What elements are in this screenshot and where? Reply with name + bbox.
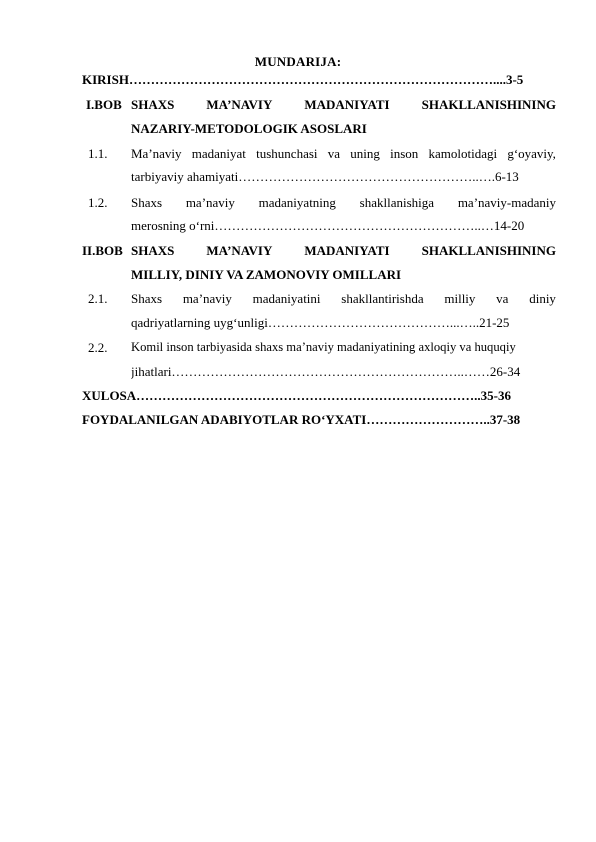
toc-entry-2-1-line1 <box>131 291 556 307</box>
word: uning <box>350 146 380 161</box>
toc-entry-1-2-line1 <box>131 195 556 211</box>
toc-entry-bob2-line2: MILLIY, DINIY VA ZAMONOVIY OMILLARI <box>131 267 402 282</box>
toc-entry-2-2-line2: jihatlari…………………………………………………………..……26-34 <box>131 364 521 379</box>
word: madaniyatini <box>252 291 321 306</box>
word: va <box>496 291 509 306</box>
word: madaniyat <box>191 146 246 161</box>
word: Ma’naviy <box>131 146 182 161</box>
toc-entry-adabiyotlar: FOYDALANILGAN ADABIYOTLAR RO‘YXATI………………………..37-38 <box>82 412 521 427</box>
page-title: MUNDARIJA: <box>254 54 342 69</box>
word: shakllanishiga <box>359 195 435 210</box>
word: ma’naviy <box>185 195 235 210</box>
toc-entry-2-2-line1: Komil inson tarbiyasida shaxs ma’naviy madaniyatining axloqiy va huquqiy <box>131 340 516 354</box>
word: tushunchasi <box>256 146 318 161</box>
toc-entry-bob2-line1 <box>131 243 556 259</box>
toc-number-bob1: I.BOB <box>86 97 122 112</box>
word: MADANIYATI <box>304 243 390 258</box>
word: va <box>327 146 341 161</box>
word: SHAXS <box>131 243 175 258</box>
toc-number-bob2: II.BOB <box>82 243 123 258</box>
word: SHAXS <box>131 97 175 112</box>
word: milliy <box>444 291 476 306</box>
word: Shaxs <box>131 195 163 210</box>
word: inson <box>390 146 419 161</box>
toc-number-1-2: 1.2. <box>88 195 108 210</box>
toc-entry-2-1-line2: qadriyatlarning uyg‘unligi……………………………………...…..21-25 <box>131 315 510 330</box>
toc-entry-bob1-line1 <box>131 97 556 113</box>
word: ma’naviy-madaniy <box>457 195 556 210</box>
word: Shaxs <box>131 291 163 306</box>
toc-number-1-1: 1.1. <box>88 146 108 161</box>
word: MA’NAVIY <box>206 97 273 112</box>
toc-entry-bob1-line2: NAZARIY-METODOLOGIK ASOSLARI <box>131 121 367 136</box>
word: madaniyatning <box>258 195 336 210</box>
word: shakllantirishda <box>341 291 424 306</box>
word: ma’naviy <box>182 291 232 306</box>
toc-entry-xulosa: XULOSA……………………………………………………………………..35-36 <box>82 388 512 403</box>
toc-entry-1-1-line2: tarbiyaviy ahamiyati………………………………………………..….6-13 <box>131 169 519 184</box>
word: SHAKLLANISHINING <box>421 97 556 112</box>
toc-entry-kirish: KIRISH…………………………………………………………………………....3-5 <box>82 72 524 87</box>
toc-entry-1-1-line1 <box>131 146 556 162</box>
toc-number-2-2: 2.2. <box>88 340 108 355</box>
word: SHAKLLANISHINING <box>421 243 556 258</box>
word: diniy <box>529 291 556 306</box>
toc-entry-1-2-line2: merosning o‘rni……………………………………………………..…14-20 <box>131 218 525 233</box>
word: kamolotidagi <box>428 146 498 161</box>
toc-number-2-1: 2.1. <box>88 291 108 306</box>
word: MA’NAVIY <box>206 243 273 258</box>
word: MADANIYATI <box>304 97 390 112</box>
word: g‘oyaviy, <box>507 146 556 161</box>
